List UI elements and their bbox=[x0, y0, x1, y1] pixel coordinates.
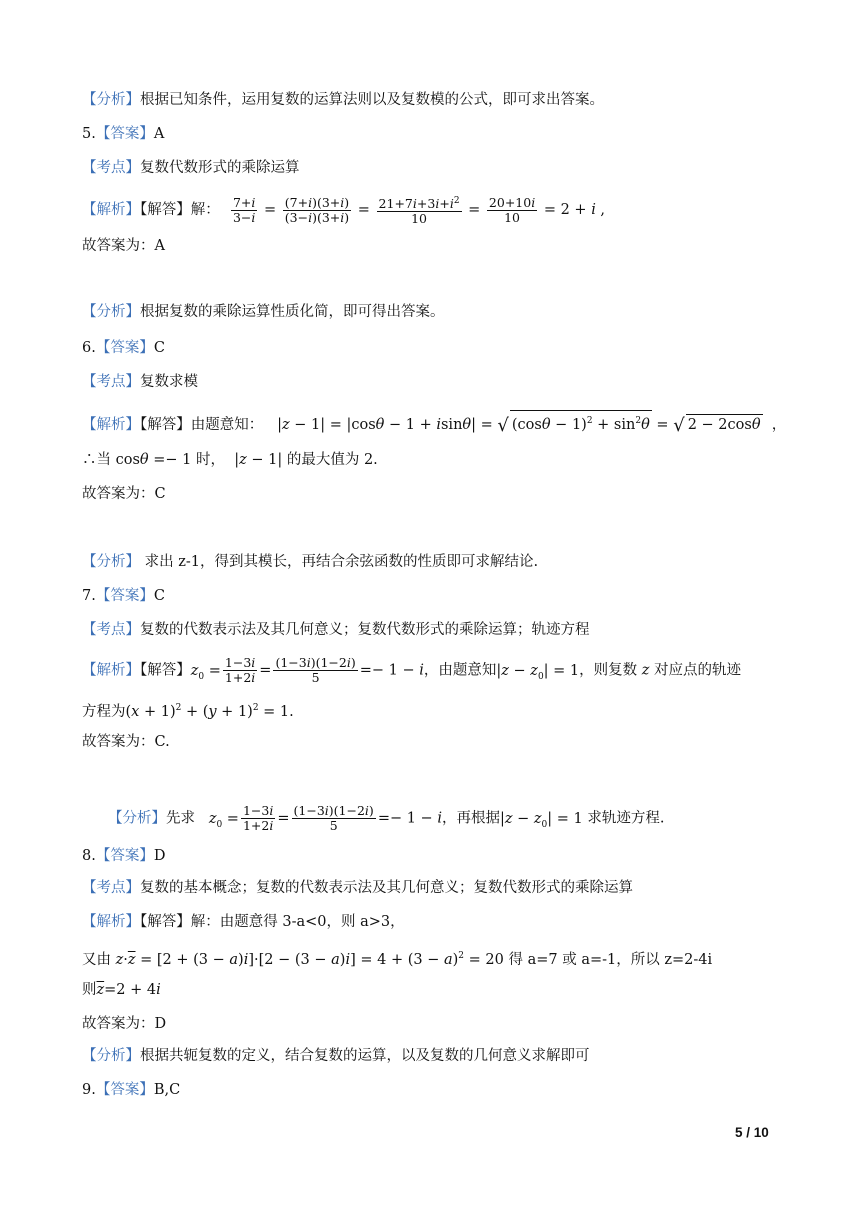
q6-solution: 【解析】【解答】由题意知： |z − 1| = |cosθ − 1 + isinθ| = √ $(\cos\theta - 1)^2 + \sin^2\theta$ = √ 2 − 2cosθ ， bbox=[82, 410, 786, 436]
q7-result: 故答案为：C. bbox=[82, 734, 170, 750]
analysis-line: 【分析】根据已知条件，运用复数的运算法则以及复数模的公式，即可求出答案。 bbox=[82, 92, 604, 108]
q6-result: 故答案为：C bbox=[82, 486, 166, 502]
q7-kaodian: 【考点】复数的代数表示法及其几何意义；复数代数形式的乘除运算；轨迹方程 bbox=[82, 622, 590, 638]
q6-kaodian: 【考点】复数求模 bbox=[82, 374, 198, 390]
q8-result: 故答案为：D bbox=[82, 1016, 167, 1032]
q8-kaodian: 【考点】复数的基本概念；复数的代数表示法及其几何意义；复数代数形式的乘除运算 bbox=[82, 880, 633, 896]
q8-analysis: 【分析】根据共轭复数的定义，结合复数的运算，以及复数的几何意义求解即可 bbox=[82, 1048, 590, 1064]
q7-answer: 7.【答案】C bbox=[82, 588, 165, 604]
q5-answer: 5.【答案】A bbox=[82, 126, 165, 142]
q8-line3: 则$\overline{z}=2 + 4i$ bbox=[82, 982, 161, 998]
page-number: 5 / 10 bbox=[735, 1125, 769, 1140]
q7-solution: 【解析】【解答】$z_0$ = $\frac{1-3i}{1+2i}$ = $\frac{(1-3i)(1-2i)}{5}$ =− 1 − i，由题意知$|z - z_0| = 1$，则复数 z 对应点的轨迹 bbox=[82, 655, 742, 685]
q6-analysis: 【分析】 求出 z-1，得到其模长，再结合余弦函数的性质即可求解结论. bbox=[82, 554, 539, 570]
q5-analysis: 【分析】根据复数的乘除运算性质化简，即可得出答案。 bbox=[82, 304, 445, 320]
q6-answer: 6.【答案】C bbox=[82, 340, 165, 356]
q5-result: 故答案为：A bbox=[82, 238, 165, 254]
q7-analysis: 【分析】先求 $z_0$ = $\frac{1-3i}{1+2i}$ = $\frac{(1-3i)(1-2i)}{5}$ =− 1 − i，再根据$|z - z_0| = 1$ 求轨迹方程. bbox=[108, 803, 665, 833]
q9-answer: 9.【答案】B,C bbox=[82, 1082, 181, 1098]
q7-line2: 方程为$(x + 1)^2 + (y + 1)^2 = 1$. bbox=[82, 703, 294, 720]
q8-line2: 又由 $z\cdot\overline{z} = [2 + (3 - a)i]\cdot[2 - (3 - a)i] = 4 + (3 - a)^2 = 20$ 得 a=7 或 a=-1，所以 z=2-4i bbox=[82, 951, 713, 968]
q6-line2: ∴当 cosθ =− 1 时， |z − 1| 的最大值为 2. bbox=[82, 452, 378, 468]
q5-kaodian: 【考点】复数代数形式的乘除运算 bbox=[82, 160, 300, 176]
q5-solution: 【解析】【解答】解： $\frac{7+i}{3-i}$ = $\frac{(7+i)(3+i)}{(3-i)(3+i)}$ = $\frac{21+7i+3i+i^2}{10}$ = $\frac{20+10i}{10}$ = 2 + i , bbox=[82, 194, 606, 227]
q8-solution: 【解析】【解答】解：由题意得 3-a<0，则 a>3， bbox=[82, 914, 405, 930]
q8-answer: 8.【答案】D bbox=[82, 848, 166, 864]
